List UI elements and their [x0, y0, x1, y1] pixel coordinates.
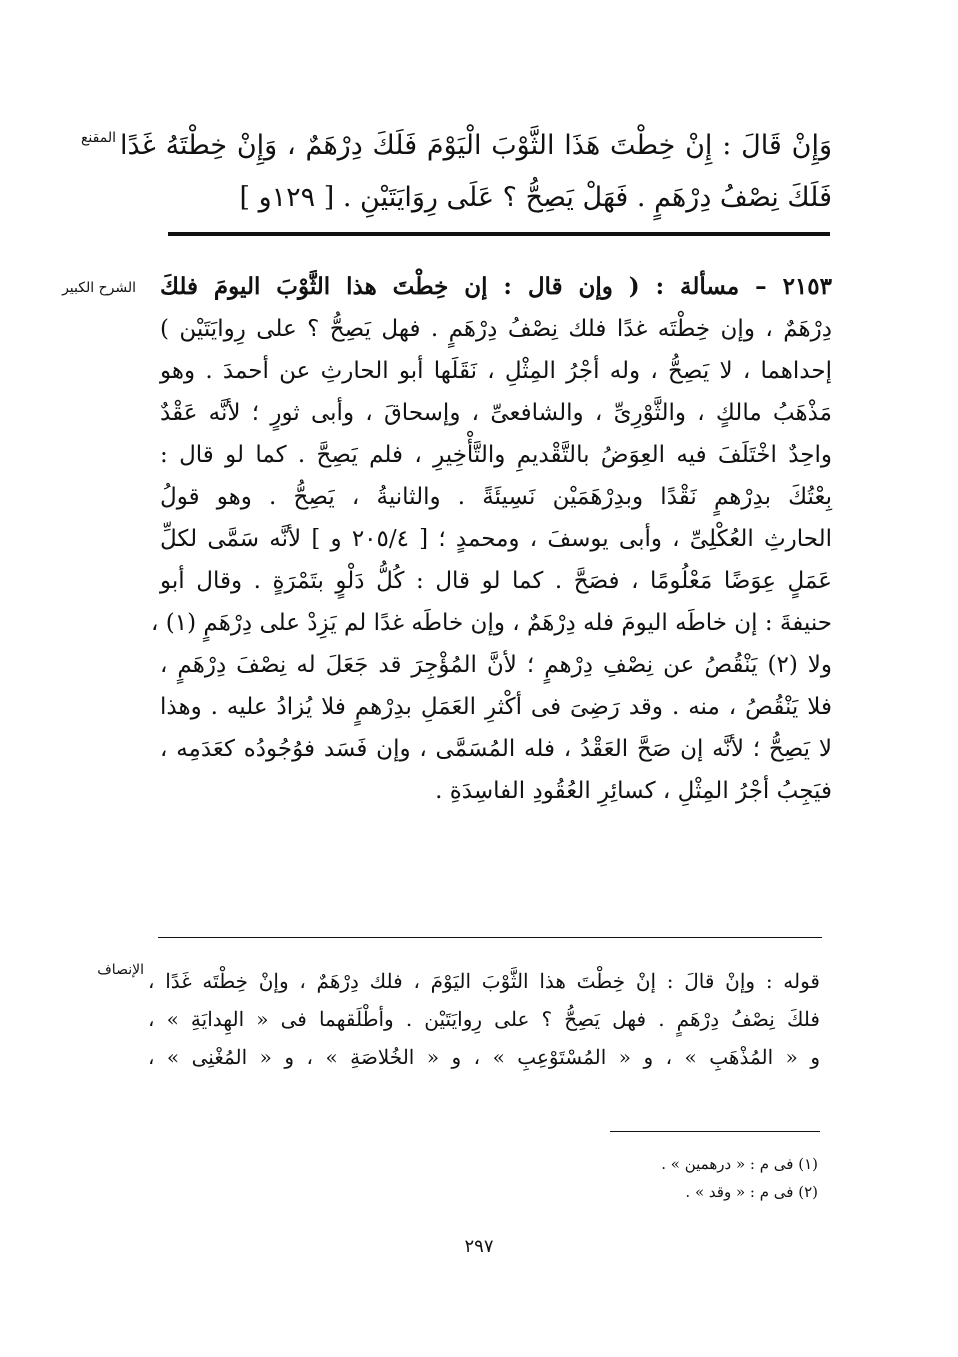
footnote: (١) فى م : « درهمين » . — [661, 1155, 818, 1173]
insaf-line: قوله : وإنْ قالَ : إنْ خِطْتَ هذا الثَّوْبَ اليَوْمَ ، فلك دِرْهَمٌ ، وإنْ خِطْتَه غَدًا ، — [148, 969, 820, 993]
insaf-line: و « المُذْهَبِ » ، و « المُسْتَوْعِبِ » ، و « الخُلاصَةِ » ، و « المُغْنِى » ، — [148, 1045, 820, 1069]
sharh-line: ٢١٥٣ – مسألة : ( وإن قال : إن خِطْتَ هذا الثَّوْبَ اليومَ فلكَ — [160, 273, 832, 300]
insaf-text — [148, 962, 820, 1076]
sharh-line: ولا (٢) يَنْقُصُ عن نِصْفِ دِرْهمٍ ؛ لأنَّ المُؤْجِرَ قد جَعَلَ له نِصْفَ دِرْهَمٍ ، — [160, 652, 832, 678]
insaf-label: الإنصاف — [97, 962, 144, 978]
sharh-line: لا يَصِحُّ ؛ لأنَّه إن صَحَّ العَقْدُ ، فله المُسَمَّى ، وإن فَسَد فوُجُودُه كعَدَمِه ، — [160, 736, 832, 762]
muqni-line: وَإِنْ قَالَ : إِنْ خِطْتَ هَذَا الثَّوْبَ الْيَوْمَ فَلَكَ دِرْهَمٌ ، وَإِنْ خِطْتَهُ غَدًا — [120, 130, 832, 161]
sharh-line: دِرْهَمٌ ، وإن خِطْتَه غدًا فلك نِصْفُ دِرْهَمٍ . فهل يَصِحُّ ؟ على رِوايَتَيْن ) — [160, 316, 832, 342]
section-divider-thin — [158, 937, 822, 938]
sharh-line: عَمَلٍ عِوَضًا مَعْلُومًا ، فصَحَّ . كما لو قال : كُلُّ دَلْوٍ بتَمْرَةٍ . وقال أبو — [160, 568, 832, 594]
muqni-line: فَلَكَ نِصْفُ دِرْهَمٍ . فَهَلْ يَصِحُّ ؟ عَلَى رِوَايَتَيْنِ . [ ١٢٩و ] — [239, 182, 832, 213]
insaf-line: فلكَ نِصْفُ دِرْهَمٍ . فهل يَصِحُّ ؟ على رِوايَتَيْن . وأطْلَقهما فى « الهِدايَةِ » ، — [148, 1007, 820, 1031]
sharh-line: إحداهما ، لا يَصِحُّ ، وله أجْرُ المِثْلِ ، نَقَلَها أبو الحارثِ عن أحمدَ . وهو — [160, 358, 832, 384]
sharh-line: حنيفةَ : إن خاطَه اليومَ فله دِرْهَمٌ ، وإن خاطَه غدًا لم يَزِدْ على دِرْهَمٍ (١) ، — [151, 610, 832, 636]
sharh-text — [151, 266, 832, 812]
footnote-divider — [610, 1131, 820, 1132]
footnotes — [418, 1150, 818, 1206]
section-divider-thick — [168, 232, 830, 236]
sharh-line: بِعْتُكَ بدِرْهمٍ نَقْدًا وبدِرْهَمَيْن نَسِيئَةً . والثانيةُ ، يَصِحُّ . وهو قولُ — [160, 484, 832, 510]
sharh-label: الشرح الكبير — [62, 280, 136, 296]
muqni-label: المقنع — [80, 130, 116, 146]
page-number: ٢٩٧ — [464, 1236, 494, 1257]
sharh-line: الحارثِ العُكْلِىِّ ، وأبى يوسفَ ، ومحمدٍ ؛ [ ٢٠٥/٤ و ] لأنَّه سَمَّى لكلِّ — [160, 526, 832, 552]
sharh-line: واحِدٌ اخْتَلَفَ فيه العِوَضُ بالتَّقْديمِ والتَّأْخِيرِ ، فلم يَصِحَّ . كما لو قال : — [160, 442, 832, 468]
sharh-line: مَذْهَبُ مالكٍ ، والثَّوْرِىِّ ، والشافعىِّ ، وإسحاقَ ، وأبى ثورٍ ؛ لأنَّه عَقْدٌ — [160, 400, 832, 426]
muqni-text — [120, 120, 832, 224]
sharh-line: فلا يَنْقُصُ ، منه . وقد رَضِىَ فى أكْثرِ العَمَلِ بدِرْهمٍ فلا يُزادُ عليه . وهذا — [160, 694, 832, 720]
footnote: (٢) فى م : « وقد » . — [685, 1183, 818, 1201]
sharh-line: فيَجِبُ أجْرُ المِثْلِ ، كسائِرِ العُقُودِ الفاسِدَةِ . — [435, 778, 832, 804]
